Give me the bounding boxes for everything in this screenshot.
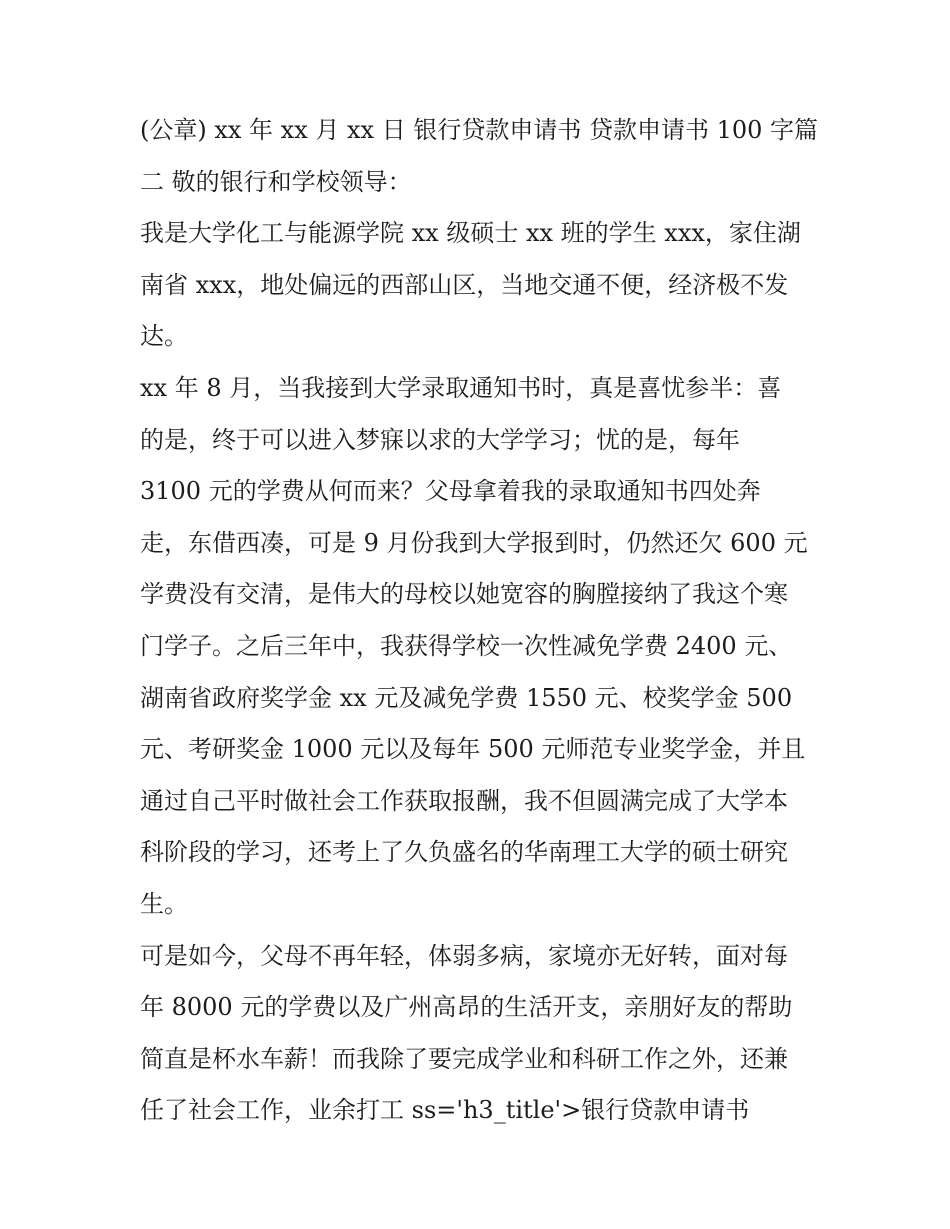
text-line: 通过自己平时做社会工作获取报酬，我不但圆满完成了大学本: [140, 786, 788, 815]
text-line: 生。: [140, 889, 188, 918]
text-line: 走，东借西凑，可是 9 月份我到大学报到时，仍然还欠 600 元: [140, 528, 808, 557]
text-line: 南省 xxx，地处偏远的西部山区，当地交通不便，经济极不发: [140, 270, 789, 299]
text-line: 学费没有交清，是伟大的母校以她宽容的胸膛接纳了我这个寒: [140, 580, 788, 609]
text-line: 元、考研奖金 1000 元以及每年 500 元师范专业奖学金，并且: [140, 735, 806, 764]
text-line: xx 年 8 月，当我接到大学录取通知书时，真是喜忧参半：喜: [140, 373, 782, 402]
text-line: 的是，终于可以进入梦寐以求的大学学习；忧的是，每年: [140, 425, 740, 454]
text-line: 简直是杯水车薪！而我除了要完成学业和科研工作之外，还兼: [140, 1044, 788, 1073]
text-line: (公章) xx 年 xx 月 xx 日 银行贷款申请书 贷款申请书 100 字篇: [140, 116, 819, 144]
text-line: 可是如今，父母不再年轻，体弱多病，家境亦无好转，面对每: [140, 941, 788, 970]
text-line: 科阶段的学习，还考上了久负盛名的华南理工大学的硕士研究: [140, 838, 788, 867]
text-line: 湖南省政府奖学金 xx 元及减免学费 1550 元、校奖学金 500: [140, 683, 793, 712]
text-line: 3100 元的学费从何而来？父母拿着我的录取通知书四处奔: [140, 477, 761, 506]
text-line: 门学子。之后三年中，我获得学校一次性减免学费 2400 元、: [140, 631, 793, 660]
document-body: [140, 110, 830, 1142]
text-line: 我是大学化工与能源学院 xx 级硕士 xx 班的学生 xxx，家住湖: [140, 219, 801, 248]
text-line: 达。: [140, 322, 188, 351]
text-line: 任了社会工作，业余打工 ss='h3_title'>银行贷款申请书: [140, 1096, 750, 1125]
text-line: 二 敬的银行和学校领导：: [140, 167, 412, 196]
text-line: 年 8000 元的学费以及广州高昂的生活开支，亲朋好友的帮助: [140, 993, 793, 1022]
